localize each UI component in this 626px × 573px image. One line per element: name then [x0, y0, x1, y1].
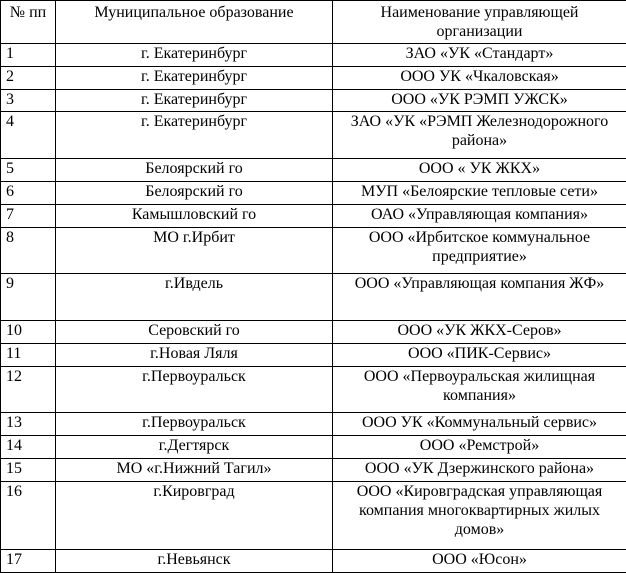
table-row: [1, 204, 626, 227]
table-row: [1, 550, 626, 573]
table-row: [1, 112, 626, 159]
table-row: [1, 159, 626, 182]
header-municipality: Муниципальное образование: [56, 1, 333, 44]
table-row: [1, 274, 626, 321]
row-municipality: г.Невьянск: [56, 550, 333, 573]
row-organization: ООО «УК ЖКХ-Серов»: [333, 320, 626, 343]
row-number: 17: [1, 550, 56, 573]
row-number: 2: [1, 66, 56, 89]
row-municipality: МО «г.Нижний Тагил»: [56, 458, 333, 481]
table-row: [1, 366, 626, 413]
row-number: 4: [1, 112, 56, 159]
row-number: 9: [1, 274, 56, 321]
table-row: [1, 227, 626, 274]
row-organization: ООО «Кировградская управляющая компания многоквартирных жилых домов»: [333, 481, 626, 549]
row-municipality: г.Ивдель: [56, 274, 333, 321]
table-row: [1, 44, 626, 67]
row-organization: ООО «ПИК-Сервис»: [333, 343, 626, 366]
row-organization: ООО «Юсон»: [333, 550, 626, 573]
row-municipality: Белоярский го: [56, 181, 333, 204]
row-municipality: г.Новая Ляля: [56, 343, 333, 366]
row-number: 13: [1, 413, 56, 436]
table-row: [1, 181, 626, 204]
row-organization: ООО «Ремстрой»: [333, 436, 626, 459]
row-number: 14: [1, 436, 56, 459]
header-organization: Наименование управляющей организации: [333, 1, 626, 44]
row-number: 5: [1, 159, 56, 182]
table-row: [1, 436, 626, 459]
row-number: 8: [1, 227, 56, 274]
row-number: 6: [1, 181, 56, 204]
row-organization: ООО «Управляющая компания ЖФ»: [333, 274, 626, 321]
row-municipality: г. Екатеринбург: [56, 112, 333, 159]
table-row: [1, 89, 626, 112]
header-row: [1, 1, 626, 44]
row-municipality: г. Екатеринбург: [56, 44, 333, 67]
row-municipality: г.Кировград: [56, 481, 333, 549]
row-number: 12: [1, 366, 56, 413]
row-organization: ООО УК «Коммунальный сервис»: [333, 413, 626, 436]
row-organization: ООО « УК ЖКХ»: [333, 159, 626, 182]
row-organization: ООО «УК РЭМП УЖСК»: [333, 89, 626, 112]
row-municipality: г. Екатеринбург: [56, 89, 333, 112]
row-organization: МУП «Белоярские тепловые сети»: [333, 181, 626, 204]
row-number: 10: [1, 320, 56, 343]
row-organization: ООО УК «Чкаловская»: [333, 66, 626, 89]
row-number: 3: [1, 89, 56, 112]
table-row: [1, 481, 626, 549]
table-row: [1, 458, 626, 481]
row-organization: ЗАО «УК «РЭМП Железнодорожного района»: [333, 112, 626, 159]
row-organization: ООО «Ирбитское коммунальное предприятие»: [333, 227, 626, 274]
row-municipality: МО г.Ирбит: [56, 227, 333, 274]
table-row: [1, 343, 626, 366]
row-municipality: г.Первоуральск: [56, 413, 333, 436]
row-organization: ООО «Первоуральская жилищная компания»: [333, 366, 626, 413]
row-organization: ЗАО «УК «Стандарт»: [333, 44, 626, 67]
row-municipality: Камышловский го: [56, 204, 333, 227]
row-municipality: г.Первоуральск: [56, 366, 333, 413]
row-municipality: Серовский го: [56, 320, 333, 343]
row-number: 15: [1, 458, 56, 481]
row-number: 11: [1, 343, 56, 366]
header-number: № пп: [1, 1, 56, 44]
row-number: 16: [1, 481, 56, 549]
table-row: [1, 413, 626, 436]
row-organization: ОАО «Управляющая компания»: [333, 204, 626, 227]
row-number: 7: [1, 204, 56, 227]
row-municipality: г.Дегтярск: [56, 436, 333, 459]
row-municipality: г. Екатеринбург: [56, 66, 333, 89]
row-organization: ООО «УК Дзержинского района»: [333, 458, 626, 481]
table-row: [1, 66, 626, 89]
table-row: [1, 320, 626, 343]
row-number: 1: [1, 44, 56, 67]
row-municipality: Белоярский го: [56, 159, 333, 182]
